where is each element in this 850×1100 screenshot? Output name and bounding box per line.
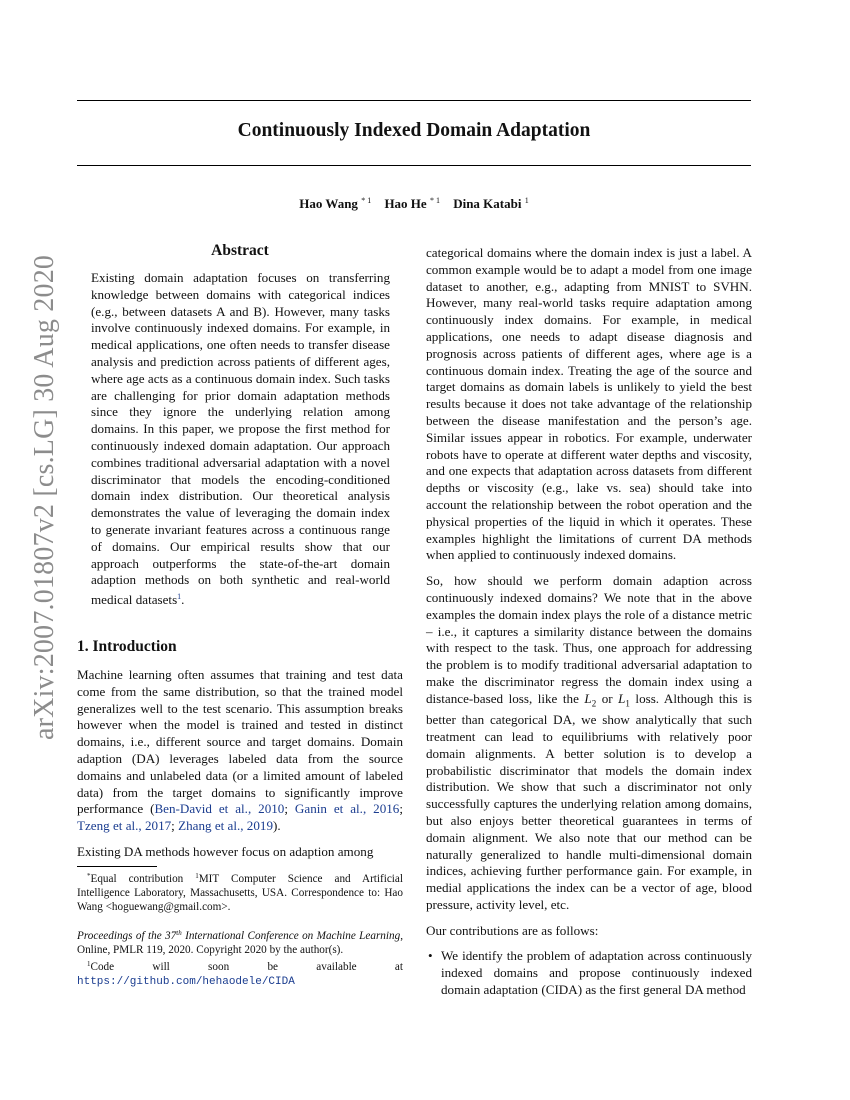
citation-link[interactable]: Zhang et al., 2019 (178, 818, 273, 834)
title-rule-bottom (77, 165, 751, 166)
author-list (77, 196, 751, 212)
author: Dina Katabi $^1$ (453, 196, 529, 211)
footnote-code: $^1$Code will soon be available at https://github.com/hehaodele/CIDA (77, 960, 403, 988)
abstract-heading: Abstract (211, 242, 269, 259)
title-rule-top (77, 100, 751, 101)
footnote-affiliation: *Equal contribution $^1$MIT Computer Science and Artificial Intelligence Laboratory, Massachusetts, USA. Correspondence to: Hao Wang <hoguewang@gmail.com>. (77, 872, 403, 913)
author: Hao Wang $^{* 1}$ (299, 196, 372, 211)
intro-paragraph-2-cont: categorical domains where the domain index is just a label. A common example would be to adapt a model from one image dataset to another, e.g., adapting from MNIST to SVHN. However, many real-world tasks require adaptation among continuously index domains. For example, in medical applications, one needs to adapt disease diagnosis and prognosis across patients of different ages, where age is a continuous domain index. Treating the age of the source and target domains as domain labels is unlikely to yield the best results because it does not take advantage of the relationship between the disease manifestation and the person’s age. Similar issues appear in robotics. For example, underwater robots have to operate at different water depths and viscosity, and one expects that adaptation across datasets from different depths or viscosity (e.g., lake vs. sea) should take into account the relationship between the robot operation and the physical properties of the liquid in which it operates. These examples highlight the limitations of current DA methods when applied to continuously indexed domains. (426, 245, 752, 563)
bullet-icon: • (428, 948, 433, 963)
code-url-link[interactable]: https://github.com/hehaodele/CIDA (77, 976, 295, 988)
introduction-right-column (426, 245, 752, 939)
introduction-left-column (77, 667, 403, 861)
paper-title: Continuously Indexed Domain Adaptation (237, 120, 591, 141)
author: Hao He $^{* 1}$ (384, 196, 440, 211)
footnotes (77, 869, 403, 989)
intro-paragraph-3: So, how should we perform domain adaption across continuously indexed domains? We note that in the above examples the domain index plays the role of a distance metric – i.e., it captures a similarity distance between the domains with respect to the task. Thus, one approach for addressing the problem is to modify traditional adversarial adaptation to make the discriminator regress the domain index using a distance-based loss, like the $L_2$ or $L_1$ loss. Although this is better than categorical DA, we show analytically that such treatment can lead to equilibriums with relatively poor domain alignments. A better solution is to develop a probabilistic discriminator that models the domain index distribution. We show that such a discriminator not only successfully captures the underlying relation among domains, but also enjoys better theoretical guarantees in terms of domain alignment. We also note that our method can be naturally generalized to handle multi-dimensional domain indices, achieving further performance gain. For example, in medial applications the index can be a vector of age, blood pressure, activity level, etc. (426, 573, 752, 912)
footnote-rule (77, 866, 157, 867)
arxiv-stamp: arXiv:2007.01807v2 [cs.LG] 30 Aug 2020 (29, 254, 60, 740)
footnote-proceedings: Proceedings of the 37th International Conference on Machine Learning, Online, PMLR 119, 2020. Copyright 2020 by the author(s). (77, 929, 403, 956)
section-heading-introduction: 1. Introduction (77, 638, 177, 655)
intro-paragraph-2-start: Existing DA methods however focus on adaption among (77, 843, 374, 859)
citation-link[interactable]: Ben-David et al., 2010 (154, 801, 285, 817)
abstract-body: Existing domain adaptation focuses on transferring knowledge between domains with categorical indices (e.g., between datasets A and B). However, many tasks involve continuously indexed domains. For example, in medical applications, one often needs to transfer disease analysis and prediction across patients of different ages, where age acts as a continuous domain index. Such tasks are challenging for prior domain adaptation methods since they ignore the underlying relation among domains. In this paper, we propose the first method for continuously indexed domain adaptation. Our approach combines traditional adversarial adaptation with a novel discriminator that models the encoding-conditioned domain index distribution. Our theoretical analysis demonstrates the value of leveraging the domain index to generate invariant features across a continuous range of domains. Our empirical results show that our approach outperforms the state-of-the-art domain adaption methods on both synthetic and real-world medical datasets$^1$. (91, 270, 390, 608)
contribution-bullet: • We identify the problem of adaptation across continuously indexed domains and propose continuously indexed domain adaptation (CIDA) as the first general DA method (428, 948, 752, 997)
footnote-ref-link[interactable]: 1 (177, 592, 182, 602)
citation-link[interactable]: Tzeng et al., 2017 (77, 818, 172, 834)
intro-paragraph-4: Our contributions are as follows: (426, 922, 599, 938)
intro-paragraph-1: Machine learning often assumes that training and test data come from the same distribution, so that the trained model generalizes well to the test scenario. This assumption breaks however when the model is trained and tested in distinct domains, i.e., different source and target domains. Domain adaption (DA) leverages labeled data from the source domains and unlabeled data (or a limited amount of labeled data) from the target domains to significantly improve performance (Ben-David et al., 2010; Ganin et al., 2016; Tzeng et al., 2017; Zhang et al., 2019). (77, 667, 403, 834)
citation-link[interactable]: Ganin et al., 2016 (294, 801, 400, 817)
